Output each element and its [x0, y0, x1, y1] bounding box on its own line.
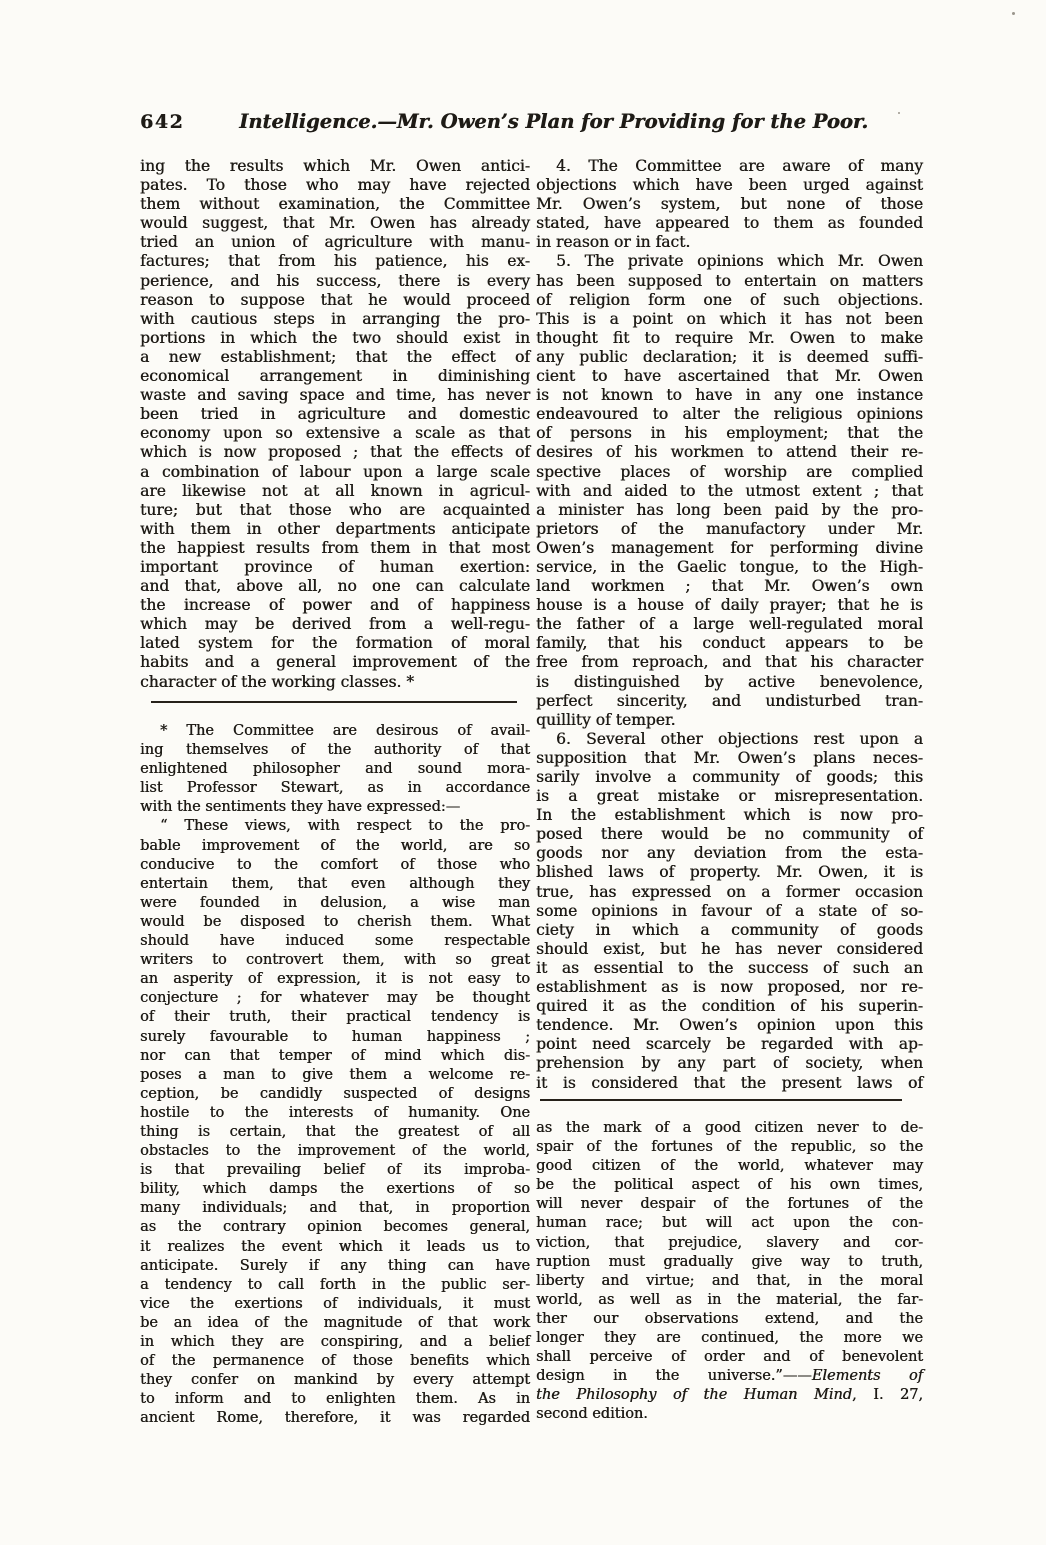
text-line: In the establishment which is now pro- — [536, 806, 923, 825]
text-line: supposition that Mr. Owen’s plans neces- — [536, 748, 923, 767]
text-line: and that, above all, no one can calculate — [140, 577, 530, 596]
text-line: vice the exertions of individuals, it must — [140, 1295, 530, 1312]
page-number: 642 — [140, 111, 185, 133]
paragraph — [536, 252, 923, 729]
text-line: obstacles to the improvement of the world, — [140, 1143, 530, 1160]
text-line: with the sentiments they have expressed:— — [140, 799, 461, 816]
left-column-footnote — [140, 701, 530, 1428]
text-line: entertain them, that even although they — [140, 875, 530, 892]
right-column-footnote — [536, 1099, 923, 1425]
text-line: waste and saving space and time, has never — [140, 386, 530, 405]
text-line: prehension by any part of society, when — [536, 1054, 923, 1073]
text-line: ing the results which Mr. Owen antici- — [140, 157, 530, 175]
text-line: enlightened philosopher and sound mora- — [140, 761, 530, 778]
text-line: perience, and his success, there is every — [140, 271, 530, 290]
text-line: good citizen of the world, whatever may — [536, 1158, 923, 1175]
text-line: it realizes the event which it leads us to — [140, 1238, 530, 1255]
text-line: character of the working classes. * — [140, 672, 414, 691]
text-line: as the contrary opinion becomes general, — [140, 1219, 530, 1236]
text-line: establishment as is now proposed, nor re- — [536, 978, 923, 997]
text-line: should exist, but he has never considered — [536, 939, 923, 958]
text-line: be the political aspect of his own times, — [536, 1177, 923, 1194]
text-line: bility, which damps the exertions of so — [140, 1181, 530, 1198]
text-line: an asperity of expression, it is not easy to — [140, 971, 530, 988]
text-line: are likewise not at all known in agricul- — [140, 481, 530, 500]
text-line: tendence. Mr. Owen’s opinion upon this — [536, 1016, 923, 1035]
text-line: with them in other departments anticipate — [140, 519, 530, 538]
text-line: a new establishment; that the effect of — [140, 347, 530, 366]
footnote-divider-rule — [540, 1099, 902, 1101]
paragraph — [140, 817, 530, 1428]
text-line: liberty and virtue; and that, in the moral — [536, 1272, 923, 1289]
text-line: longer they are continued, the more we — [536, 1330, 923, 1347]
text-line: free from reproach, and that his character — [536, 653, 923, 672]
left-column-main-text — [140, 157, 530, 692]
text-line: 6. Several other objections rest upon a — [556, 729, 923, 748]
text-line: hostile to the interests of humanity. One — [140, 1104, 530, 1121]
text-line: reason to suppose that he would proceed — [140, 290, 530, 309]
text-line: second edition. — [536, 1406, 648, 1423]
text-line: pates. To those who may have rejected — [140, 176, 530, 195]
text-line: perfect sincerity, and undisturbed tran- — [536, 691, 923, 710]
text-line: * The Committee are desirous of avail- — [160, 723, 530, 739]
text-line: ther our observations extend, and the — [536, 1310, 923, 1327]
text-line: lated system for the formation of moral — [140, 634, 530, 653]
text-line: is a great mistake or misrepresentation. — [536, 787, 923, 806]
text-line: goods nor any deviation from the esta- — [536, 844, 923, 863]
text-line: ception, be candidly suspected of designs — [140, 1085, 530, 1102]
text-line: ruption must gradually give way to truth, — [536, 1253, 923, 1270]
text-line: with cautious steps in arranging the pro- — [140, 309, 530, 328]
text-line: posed there would be no community of — [536, 825, 923, 844]
text-line: important province of human exertion: — [140, 557, 530, 576]
footnote-divider-rule — [151, 701, 517, 703]
text-line: quillity of temper. — [536, 710, 676, 729]
text-line: will never despair of the fortunes of the — [536, 1196, 923, 1213]
text-line: stated, have appeared to them as founded — [536, 214, 923, 233]
text-line: them without examination, the Committee — [140, 195, 530, 214]
text-line: house is a house of daily prayer; that he is — [536, 596, 923, 615]
page-title: Intelligence.—Mr. Owen’s Plan for Providing for the Poor. — [239, 110, 869, 133]
text-line: is distinguished by active benevolence, — [536, 672, 923, 691]
text-line: shall perceive of order and of benevolent — [536, 1349, 923, 1366]
text-line: world, as well as in the material, the far- — [536, 1291, 923, 1308]
text-line: the father of a large well-regulated moral — [536, 615, 923, 634]
text-line: habits and a general improvement of the — [140, 653, 530, 672]
text-line: family, that his conduct appears to be — [536, 634, 923, 653]
text-line: which may be derived from a well-regu- — [140, 615, 530, 634]
text-line: list Professor Stewart, as in accordance — [140, 780, 530, 797]
paragraph — [536, 730, 923, 1093]
text-line: some opinions in favour of a state of so- — [536, 901, 923, 920]
text-line: the happiest results from them in that most — [140, 538, 530, 557]
text-line: to inform and to enlighten them. As in — [140, 1391, 530, 1408]
text-line: anticipate. Surely if any thing can have — [140, 1257, 530, 1274]
text-line: tried an union of agriculture with manu- — [140, 233, 530, 252]
text-line: sarily involve a community of goods; this — [536, 768, 923, 786]
text-line: any public declaration; it is deemed suffi- — [536, 347, 923, 366]
text-line: human race; but will act upon the con- — [536, 1215, 923, 1232]
text-line: a minister has long been paid by the pro- — [536, 500, 923, 519]
text-line: ancient Rome, therefore, it was regarded — [140, 1410, 530, 1427]
text-line: true, has expressed on a former occasion — [536, 882, 923, 901]
text-line: viction, that prejudice, slavery and cor- — [536, 1234, 923, 1251]
text-line: thought fit to require Mr. Owen to make — [536, 328, 923, 347]
text-line: they confer on mankind by every attempt — [140, 1372, 530, 1389]
text-line: a tendency to call forth in the public ser- — [140, 1276, 530, 1293]
text-line: economy upon so extensive a scale as that — [140, 424, 530, 443]
text-line: blished laws of property. Mr. Owen, it is — [536, 863, 923, 882]
text-line: point need scarcely be regarded with ap- — [536, 1035, 923, 1054]
text-line: cient to have ascertained that Mr. Owen — [536, 367, 923, 386]
page-header — [140, 110, 923, 133]
text-line: of their truth, their practical tendency is — [140, 1009, 530, 1026]
text-line: many individuals; and that, in proportion — [140, 1200, 530, 1217]
text-line: quired it as the condition of his superin- — [536, 997, 923, 1016]
text-line: poses a man to give them a welcome re- — [140, 1066, 530, 1083]
text-line: in which they are conspiring, and a belief — [140, 1334, 530, 1350]
text-line: desires of his workmen to attend their re- — [536, 443, 923, 462]
text-line: it is considered that the present laws of — [536, 1073, 923, 1092]
text-line: should have induced some respectable — [140, 933, 530, 950]
text-line: endeavoured to alter the religious opinions — [536, 405, 923, 424]
text-line: portions in which the two should exist in — [140, 328, 530, 347]
paragraph — [140, 157, 530, 692]
footnote-text — [536, 1119, 923, 1425]
text-line: spair of the fortunes of the republic, so the — [536, 1139, 923, 1156]
text-line: Mr. Owen’s system, but none of those — [536, 195, 923, 214]
text-line: the Philosophy of the Human Mind, I. 27, — [536, 1387, 923, 1404]
text-line: were founded in delusion, a wise man — [140, 894, 530, 911]
text-line: land workmen ; that Mr. Owen’s own — [536, 577, 923, 596]
text-line: bable improvement of the world, are so — [140, 837, 530, 854]
text-line: is not known to have in any one instance — [536, 386, 923, 405]
text-line: conjecture ; for whatever may be thought — [140, 990, 530, 1007]
text-line: This is a point on which it has not been — [536, 309, 923, 328]
paragraph — [536, 1119, 923, 1425]
right-column-main-text — [536, 157, 923, 1093]
text-line: service, in the Gaelic tongue, to the High- — [536, 557, 923, 576]
text-line: of religion form one of such objections. — [536, 290, 923, 309]
text-line: 4. The Committee are aware of many — [556, 157, 923, 175]
text-line: design in the universe.”——Elements of — [536, 1368, 923, 1385]
text-line: be an idea of the magnitude of that work — [140, 1314, 530, 1331]
text-line: which is now proposed ; that the effects of — [140, 443, 530, 462]
text-line: “ These views, with respect to the pro- — [160, 818, 530, 835]
text-line: Owen’s management for performing divine — [536, 538, 923, 557]
scan-speck — [1012, 12, 1015, 15]
text-line: prietors of the manufactory under Mr. — [536, 519, 923, 538]
paragraph — [536, 157, 923, 252]
text-line: economical arrangement in diminishing — [140, 367, 530, 386]
text-line: ture; but that those who are acquainted — [140, 500, 530, 519]
text-line: ing themselves of the authority of that — [140, 742, 530, 759]
text-line: with and aided to the utmost extent ; that — [536, 481, 923, 500]
text-line: would suggest, that Mr. Owen has already — [140, 214, 530, 233]
text-line: as the mark of a good citizen never to de- — [536, 1120, 923, 1136]
text-line: the increase of power and of happiness — [140, 596, 530, 615]
text-line: thing is certain, that the greatest of all — [140, 1123, 530, 1140]
text-line: surely favourable to human happiness ; — [140, 1028, 530, 1045]
text-line: ciety in which a community of goods — [536, 920, 923, 939]
text-line: in reason or in fact. — [536, 233, 691, 252]
text-line: of the permanence of those benefits which — [140, 1353, 530, 1370]
text-line: is that prevailing belief of its improba- — [140, 1162, 530, 1179]
text-line: factures; that from his patience, his ex- — [140, 252, 530, 271]
text-line: it as essential to the success of such an — [536, 958, 923, 977]
text-line: been tried in agriculture and domestic — [140, 405, 530, 424]
text-line: spective places of worship are complied — [536, 462, 923, 481]
text-line: has been supposed to entertain on matters — [536, 271, 923, 290]
text-line: conducive to the comfort of those who — [140, 856, 530, 873]
text-line: nor can that temper of mind which dis- — [140, 1047, 530, 1064]
text-line: objections which have been urged against — [536, 176, 923, 195]
paragraph — [140, 722, 530, 817]
text-line: writers to controvert them, with so great — [140, 952, 530, 969]
text-line: of persons in his employment; that the — [536, 424, 923, 443]
text-line: would be disposed to cherish them. What — [140, 913, 530, 930]
footnote-text — [140, 722, 530, 1428]
text-line: 5. The private opinions which Mr. Owen — [556, 252, 923, 271]
text-line: a combination of labour upon a large scale — [140, 462, 530, 481]
